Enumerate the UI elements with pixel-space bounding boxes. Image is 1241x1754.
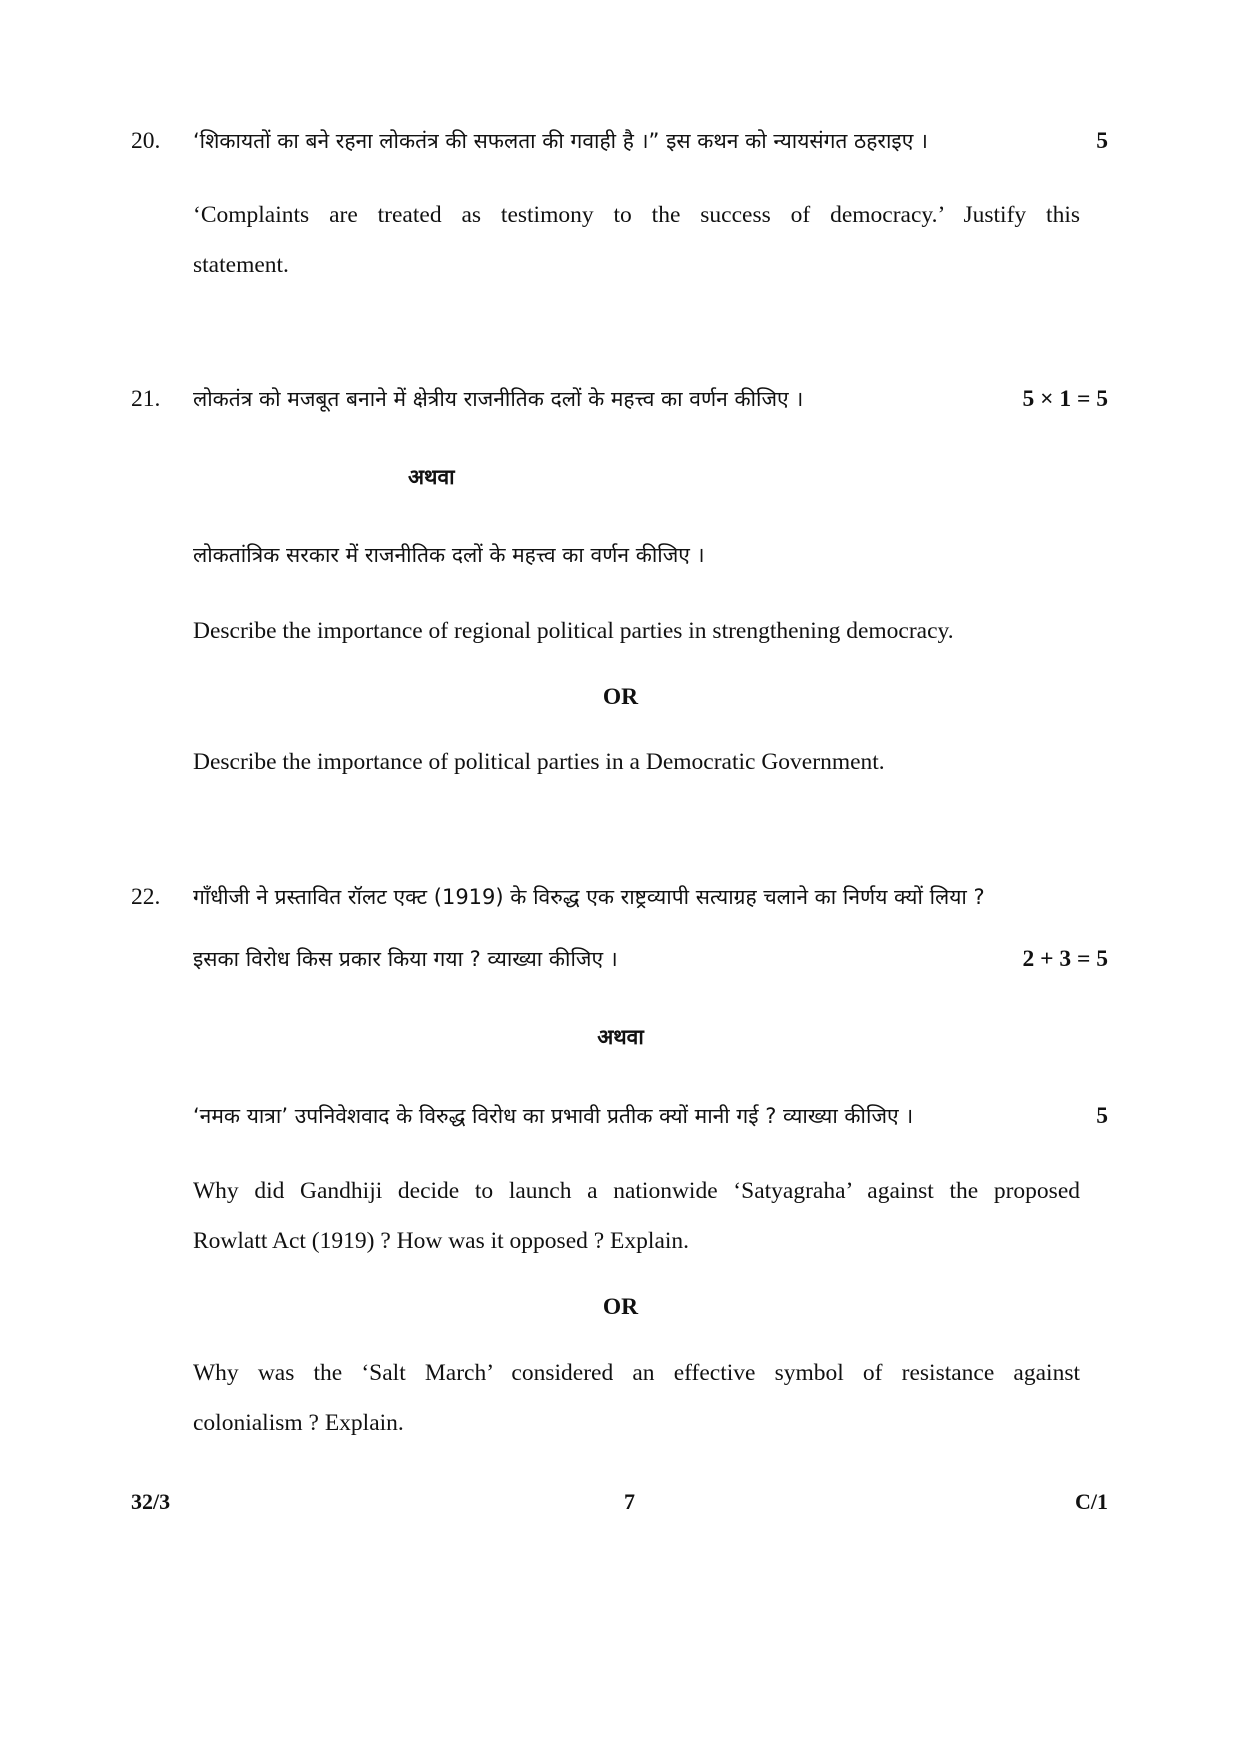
- footer-page-number: 7: [624, 1489, 635, 1514]
- question-21-english-alt: Describe the importance of political parties in a Democratic Government.: [193, 749, 885, 775]
- question-21-marks: 5 × 1 = 5: [1022, 386, 1108, 412]
- question-22-english-alt-line1: Why was the ‘Salt March’ considered an effective symbol of resistance against: [193, 1360, 1080, 1386]
- question-22-marks: 2 + 3 = 5: [1022, 946, 1108, 972]
- question-22-english-line1: Why did Gandhiji decide to launch a nationwide ‘Satyagraha’ against the proposed: [193, 1178, 1080, 1204]
- question-20-hindi: ‘शिकायतों का बने रहना लोकतंत्र की सफलता की गवाही है ।” इस कथन को न्यायसंगत ठहराइए ।: [193, 129, 928, 153]
- question-22-hindi-line1: गाँधीजी ने प्रस्तावित रॉलट एक्ट (1919) के विरुद्ध एक राष्ट्रव्यापी सत्याग्रह चलाने का निर्णय क्यों लिया ?: [193, 885, 985, 909]
- question-22-hindi-alt: ‘नमक यात्रा’ उपनिवेशवाद के विरुद्ध विरोध का प्रभावी प्रतीक क्यों मानी गई ? व्याख्या कीजिए ।: [193, 1104, 914, 1128]
- question-22-hindi-line2: इसका विरोध किस प्रकार किया गया ? व्याख्या कीजिए ।: [193, 947, 618, 971]
- question-number-22: 22.: [131, 884, 161, 910]
- question-22-marks-alt: 5: [1096, 1103, 1108, 1129]
- question-20-english-line2: statement.: [193, 252, 289, 278]
- question-22-or-english: OR: [602, 1294, 639, 1320]
- question-22-english-alt-line2: colonialism ? Explain.: [193, 1410, 404, 1436]
- question-number-20: 20.: [131, 128, 161, 154]
- question-22-english-line2: Rowlatt Act (1919) ? How was it opposed ? Explain.: [193, 1228, 690, 1254]
- question-21-or-english: OR: [602, 684, 639, 710]
- question-21-hindi-alt: लोकतांत्रिक सरकार में राजनीतिक दलों के महत्त्व का वर्णन कीजिए ।: [193, 543, 705, 567]
- footer-set-code: C/1: [1075, 1489, 1108, 1514]
- question-20-marks: 5: [1096, 128, 1108, 154]
- footer-paper-code: 32/3: [131, 1489, 171, 1514]
- question-21-hindi: लोकतंत्र को मजबूत बनाने में क्षेत्रीय राजनीतिक दलों के महत्त्व का वर्णन कीजिए ।: [193, 387, 804, 411]
- question-20-english-line1: ‘Complaints are treated as testimony to the success of democracy.’ Justify this: [193, 202, 1080, 228]
- question-21-or-hindi: अथवा: [408, 465, 455, 489]
- question-21-english: Describe the importance of regional political parties in strengthening democracy.: [193, 618, 954, 644]
- question-22-or-hindi: अथवा: [597, 1025, 644, 1049]
- question-number-21: 21.: [131, 386, 161, 412]
